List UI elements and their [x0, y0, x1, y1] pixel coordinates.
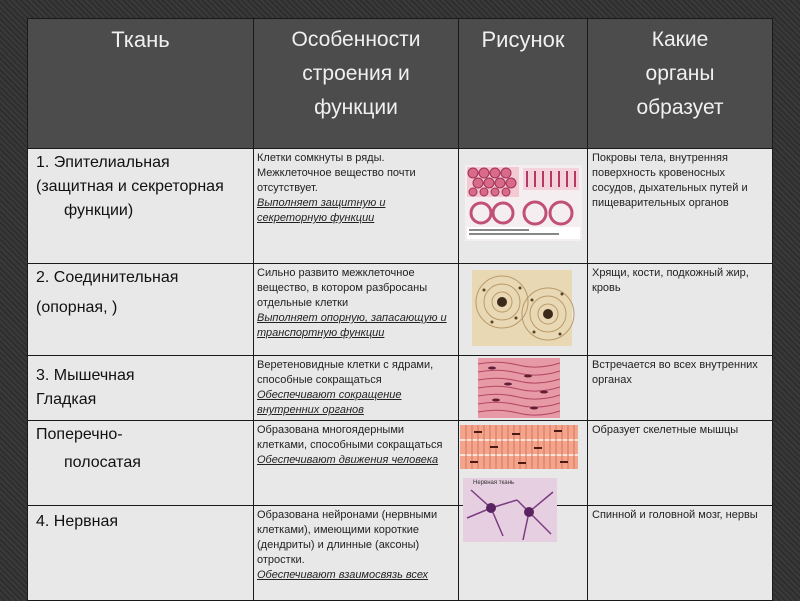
nervous-tissue-image [463, 478, 557, 542]
tissue-organs-cell [588, 264, 773, 356]
header-features: Особенности строения и функции [254, 19, 459, 149]
tissue-description-cell [254, 149, 459, 264]
tissue-organs-cell [588, 421, 773, 506]
tissue-name: 1. Эпителиальная (защитная и секреторная функции) [36, 154, 224, 219]
tissue-description-cell [254, 264, 459, 356]
header-row [28, 19, 773, 149]
tissue-organs-cell [588, 356, 773, 421]
tissue-name: 3. Мышечная Гладкая [36, 367, 135, 408]
row-striated-muscle [28, 421, 773, 506]
smooth-muscle-image [478, 358, 560, 418]
header-picture: Рисунок [459, 19, 588, 149]
striated-muscle-image [460, 425, 578, 469]
tissue-organs: Хрящи, кости, подкожный жир, кровь [592, 267, 749, 294]
neuron-drawing [463, 478, 557, 542]
tissue-picture-cell [459, 480, 588, 601]
tissue-description-cell [254, 356, 459, 421]
row-nervous [28, 506, 773, 601]
tissue-description: Образована нейронами (нервными клетками), имеющими короткие (дендриты) и длинные (аксоны) отростки. [257, 509, 438, 566]
connective-tissue-image [472, 270, 572, 346]
tissue-name-cell [28, 356, 254, 421]
tissue-picture-cell [459, 149, 588, 264]
tissue-description: Клетки сомкнуты в ряды. Межклеточное вещество почти отсутствует. [257, 152, 416, 194]
epithelial-tissue-image [465, 165, 582, 241]
row-epithelial [28, 149, 773, 264]
row-smooth-muscle [28, 356, 773, 421]
tissue-description-cell [254, 506, 459, 601]
tissue-table [27, 18, 773, 601]
tissue-name-cell [28, 506, 254, 601]
tissue-organs: Спинной и головной мозг, нервы [592, 509, 758, 521]
tissue-name-cell [28, 264, 254, 356]
tissue-name-cell [28, 149, 254, 264]
tissue-description: Образована многоядерными клетками, способными сокращаться [257, 424, 443, 451]
tissue-name: 4. Нервная [36, 513, 119, 530]
header-organs: Какие органы образует [588, 19, 773, 149]
tissue-function: Обеспечивают взаимосвязь всех [257, 569, 429, 581]
nervous-tissue-caption: Нервная ткань [473, 480, 515, 486]
tissue-function: Выполняет защитную и секреторную функции [257, 197, 386, 224]
tissue-function: Выполняет опорную, запасающую и транспортную функции [257, 312, 447, 339]
header-tissue: Ткань [28, 19, 254, 149]
tissue-organs: Покровы тела, внутренняя поверхность кровеносных сосудов, дыхательных путей и пищеварительных органов [592, 152, 748, 209]
tissue-organs-cell [588, 506, 773, 601]
tissue-organs: Образует скелетные мышцы [592, 424, 739, 436]
tissue-name: Поперечно- полосатая [36, 426, 141, 471]
tissue-organs: Встречается во всех внутренних органах [592, 359, 758, 386]
tissue-function: Обеспечивают движения человека [257, 454, 439, 466]
tissue-name-cell [28, 421, 254, 506]
row-connective [28, 264, 773, 356]
tissue-description-cell [254, 421, 459, 506]
tissue-function: Обеспечивают сокращение внутренних органов [257, 389, 402, 416]
tissue-name: 2. Соединительная (опорная, ) [36, 269, 179, 316]
tissue-picture-cell [459, 264, 588, 356]
tissue-organs-cell [588, 149, 773, 264]
tissue-description: Веретеновидные клетки с ядрами, способные сокращаться [257, 359, 434, 386]
tissue-picture-cell [459, 356, 588, 421]
tissue-description: Сильно развито межклеточное вещество, в котором разбросаны отдельные клетки [257, 267, 428, 309]
